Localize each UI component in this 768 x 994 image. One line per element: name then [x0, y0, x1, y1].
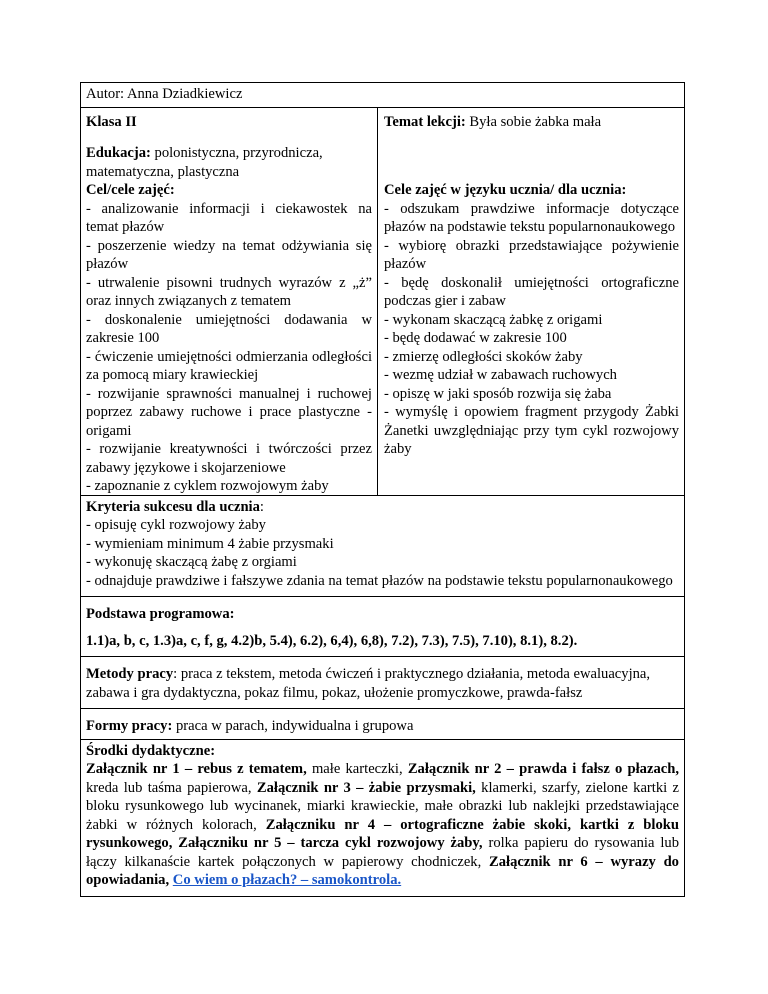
curriculum-codes: 1.1)a, b, c, 1.3)a, c, f, g, 4.2)b, 5.4), 6.2), 6,4), 6,8), 7.2), 7.3), 7.5), 7.10), 8.1), 8.2). — [86, 632, 578, 649]
author-row — [81, 83, 684, 107]
teaching-aids-row — [81, 739, 684, 896]
goal-item: - zapoznanie z cyklem rozwojowym żaby — [86, 478, 329, 494]
lesson-topic: Temat lekcji: Była sobie żabka mała — [384, 113, 602, 130]
goal-item: - poszerzenie wiedzy na temat odżywiania się płazów — [86, 237, 372, 272]
left-column — [81, 108, 378, 496]
curriculum-heading: Podstawa programowa: — [86, 606, 235, 622]
criteria-item: - opisuję cykl rozwojowy żaby — [86, 517, 266, 533]
class-topic-row — [81, 107, 684, 496]
teaching-aids-heading: Środki dydaktyczne: — [86, 742, 216, 759]
student-goal-item: - będę dodawać w zakresie 100 — [384, 330, 567, 346]
author-text: Autor: Anna Dziadkiewicz — [86, 86, 243, 102]
lesson-plan-table — [80, 82, 685, 897]
education-areas: Edukacja: polonistyczna, przyrodnicza, matematyczna, plastyczna — [86, 145, 323, 180]
success-criteria-row — [81, 495, 684, 597]
criteria-item: - wykonuję skaczącą żabę z orgiami — [86, 554, 297, 570]
goal-item: - utrwalenie pisowni trudnych wyrazów z „ż” oraz innych związanych z tematem — [86, 274, 372, 309]
student-goal-item: - odszukam prawdziwe informacje dotyczące płazów na podstawie tekstu popularnonaukowego — [384, 200, 679, 235]
goal-item: - ćwiczenie umiejętności odmierzania odległości za pomocą miary krawieckiej — [86, 348, 372, 383]
student-goal-item: - zmierzę odległości skoków żaby — [384, 348, 583, 365]
student-goal-item: - wybiorę obrazki przedstawiające pożywienie płazów — [384, 237, 679, 272]
forms-text: Formy pracy: praca w parach, indywidualna i grupowa — [86, 718, 414, 734]
goal-item: - rozwijanie kreatywności i twórczości przez zabawy językowe i skojarzeniowe — [86, 441, 372, 476]
goal-item: - rozwijanie sprawności manualnej i ruchowej poprzez zabawy ruchowe i prace plastyczne - origami — [86, 385, 372, 439]
success-criteria-heading: Kryteria sukcesu dla ucznia: — [86, 498, 264, 515]
student-goal-item: - wymyślę i opowiem fragment przygody Żabki Żanetki uwzględniając przy tym cykl rozwojowy żaby — [384, 404, 679, 457]
class-label: Klasa II — [86, 113, 137, 130]
goal-item: - analizowanie informacji i ciekawostek na temat płazów — [86, 200, 372, 235]
criteria-item: - odnajduje prawdziwe i fałszywe zdania na temat płazów na podstawie tekstu popularnonaukowego — [86, 572, 673, 589]
student-goal-item: - opiszę w jaki sposób rozwija się żaba — [384, 385, 612, 402]
student-goal-item: - wykonam skaczącą żabkę z origami — [384, 311, 603, 328]
forms-row — [81, 708, 684, 739]
self-check-link[interactable]: Co wiem o płazach? – samokontrola. — [172, 872, 402, 888]
teaching-aids-text: Załącznik nr 1 – rebus z tematem, małe karteczki, Załącznik nr 2 – prawda i fałsz o płazach, kreda lub taśma papierowa, Załącznik nr 3 – żabie przysmaki, klamerki, szarfy, zielone kartki z bloku rysunkowego lub wycinanek, miarki krawieckie, małe obrazki lub naklejki przedstawiające żabki w różnych kolorach, Załączniku nr 4 – ortograficzne żabie skoki, kartki z bloku rysunkowego, Załączniku nr 5 – tarcza cykl rozwojowy żaby, rolka papieru do rysowania lub łączy kilkanaście kartek połączonych w papierowy chodniczek, Załącznik nr 6 – wyrazy do opowiadania, Co wiem o płazach? – samokontrola. — [86, 761, 680, 888]
student-goals-heading: Cele zajęć w języku ucznia/ dla ucznia: — [384, 182, 627, 198]
student-goal-item: - będę doskonalił umiejętności ortograficzne podczas gier i zabaw — [384, 274, 679, 309]
methods-text: Metody pracy: praca z tekstem, metoda ćwiczeń i praktycznego działania, metoda ewaluacyjna, zabawa i gra dydaktyczna, pokaz filmu, pokaz, ułożenie promyczkowe, prawda-fałsz — [86, 666, 651, 701]
methods-row — [81, 656, 684, 708]
right-column — [378, 108, 684, 496]
goals-heading: Cel/cele zajęć: — [86, 182, 175, 198]
curriculum-row — [81, 596, 684, 656]
student-goal-item: - wezmę udział w zabawach ruchowych — [384, 367, 617, 383]
criteria-item: - wymieniam minimum 4 żabie przysmaki — [86, 535, 334, 552]
goal-item: - doskonalenie umiejętności dodawania w zakresie 100 — [86, 311, 372, 346]
